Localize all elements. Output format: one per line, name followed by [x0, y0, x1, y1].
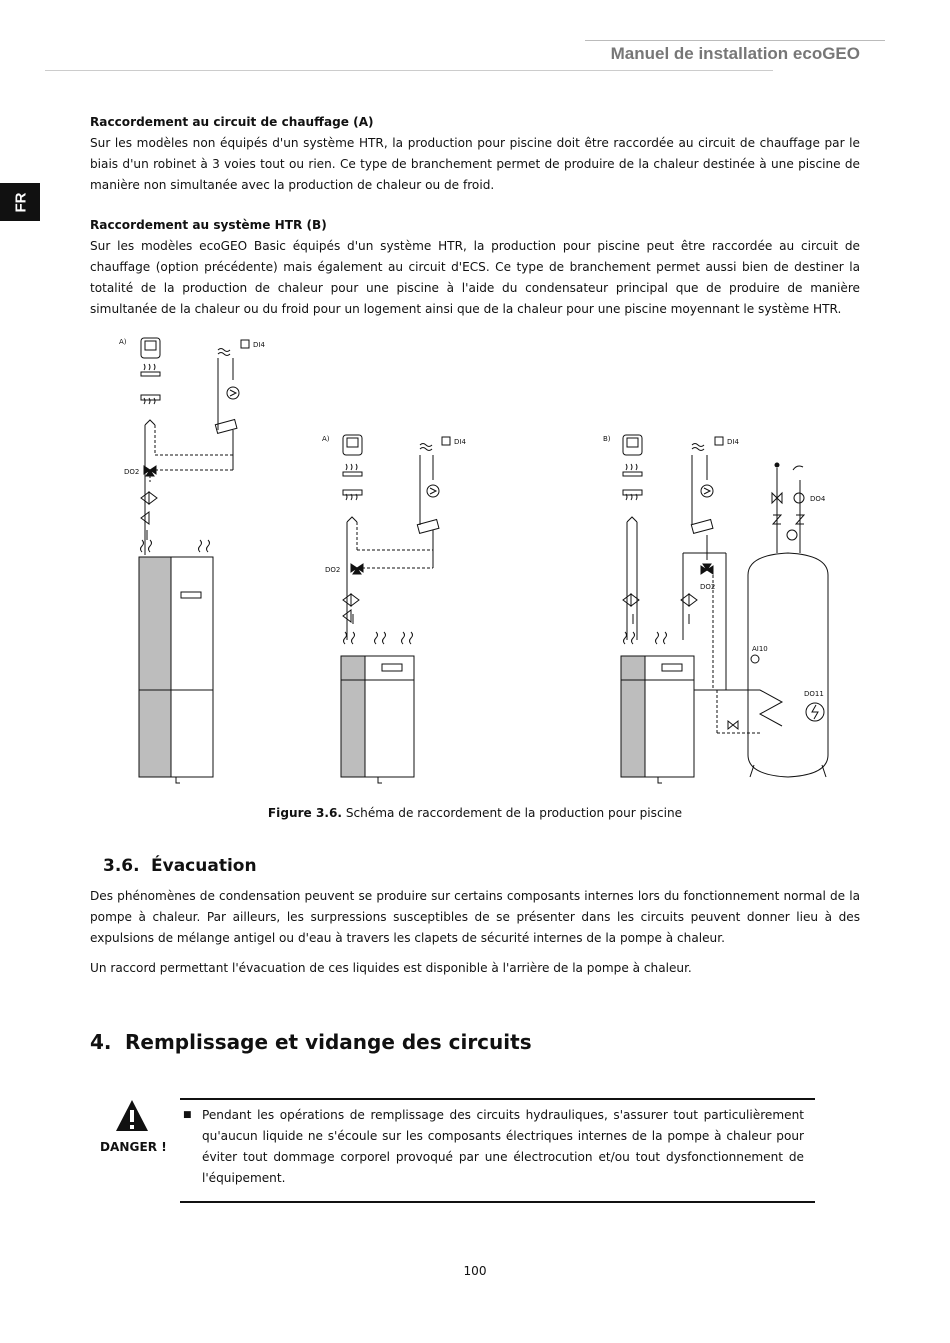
figure-caption-text: Schéma de raccordement de la production pour piscine — [342, 806, 683, 820]
danger-text-block — [183, 1105, 804, 1189]
pump-icon — [227, 387, 239, 399]
shower-icon — [793, 466, 803, 470]
label-do11: DO11 — [804, 690, 824, 698]
label-ai10: AI10 — [752, 645, 768, 653]
label-di4-a1: DI4 — [253, 341, 265, 349]
section-3-6-body — [90, 886, 860, 988]
danger-label: DANGER ! — [100, 1140, 167, 1154]
intro-sections — [90, 112, 860, 320]
heat-exchanger-icon — [215, 420, 237, 434]
label-di4-b: DI4 — [727, 438, 739, 446]
language-label: FR — [12, 192, 30, 213]
section-b-text: Sur les modèles ecoGEO Basic équipés d'un système HTR, la production pour piscine peut être raccordée au circuit de chauffage (option précédente) mais également au circuit d'ECS. Ce type de branchement permet aussi bien de destiner la totalité de la production de chaleur pour une piscine à l'aide du condensateur principal que de produire de manière simultanée de la chaleur ou du froid pour un logement ainsi que de la chaleur pour une piscine moyennant le système HTR. — [90, 239, 860, 316]
three-way-valve-icon — [144, 466, 156, 476]
dhw-tank — [748, 553, 828, 777]
section-a-title: Raccordement au circuit de chauffage (A) — [90, 115, 374, 129]
label-do2-a1: DO2 — [124, 468, 140, 476]
label-do4: DO4 — [810, 495, 826, 503]
chapter-title: Remplissage et vidange des circuits — [125, 1030, 532, 1054]
page-number: 100 — [463, 1264, 487, 1278]
danger-notice — [180, 1098, 815, 1203]
chapter-number: 4. — [90, 1030, 112, 1054]
label-do2-b: DO2 — [700, 583, 716, 591]
paragraph: Un raccord permettant l'évacuation de ces liquides est disponible à l'arrière de la pompe à chaleur. — [90, 961, 692, 975]
danger-text: Pendant les opérations de remplissage des circuits hydrauliques, s'assurer tout particulièrement qu'aucun liquide ne s'écoule sur les composants électriques internes de la pompe à chaleur pour éviter tout dommage corporel provoqué par une électrocution et/ou tout dysfonctionnement de l'équipement. — [202, 1108, 804, 1185]
section-heading-3-6 — [103, 856, 257, 876]
header-rule-top — [585, 40, 885, 41]
label-di4-a2: DI4 — [454, 438, 466, 446]
pool-icon — [218, 349, 230, 356]
bullet-icon: ■ — [183, 1110, 192, 1120]
document-title: Manuel de installation ecoGEO — [610, 44, 860, 63]
figure-caption-number: Figure 3.6. — [267, 806, 342, 820]
header-rule-bottom — [45, 70, 773, 71]
section-a-text: Sur les modèles non équipés d'un système HTR, la production pour piscine doit être raccordée au circuit de chauffage par le biais d'un robinet à 3 voies tout ou rien. Ce type de branchement permet de produire de la chaleur destinée à une piscine de manière non simultanée avec la production de chaleur ou de froid. — [90, 136, 860, 192]
section-title: Évacuation — [151, 856, 257, 876]
safety-valve-icon — [728, 721, 738, 729]
warning-icon — [114, 1098, 150, 1134]
section-b-title: Raccordement au système HTR (B) — [90, 218, 327, 232]
figure-caption — [0, 806, 950, 820]
label-do2-a2: DO2 — [325, 566, 341, 574]
chapter-heading-4 — [90, 1030, 532, 1054]
label-a2: A) — [322, 435, 330, 443]
heating-icon — [144, 364, 155, 370]
pool-connection-diagram — [0, 330, 950, 800]
section-number: 3.6. — [103, 856, 140, 876]
language-tab — [0, 183, 40, 221]
sensor-icon — [751, 655, 759, 663]
label-a1: A) — [119, 338, 127, 346]
radiator-icon — [141, 395, 160, 400]
paragraph: Des phénomènes de condensation peuvent se produire sur certains composants internes lors du fonctionnement normal de la pompe à chaleur. Par ailleurs, les surpressions susceptibles de se présenter dans les circuits peuvent donner lieu à des expulsions de mélange antigel ou d'eau à travers les clapets de sécurité internes de la pompe à chaleur. — [90, 889, 860, 945]
valve-icon — [141, 492, 157, 504]
label-b: B) — [603, 435, 611, 443]
